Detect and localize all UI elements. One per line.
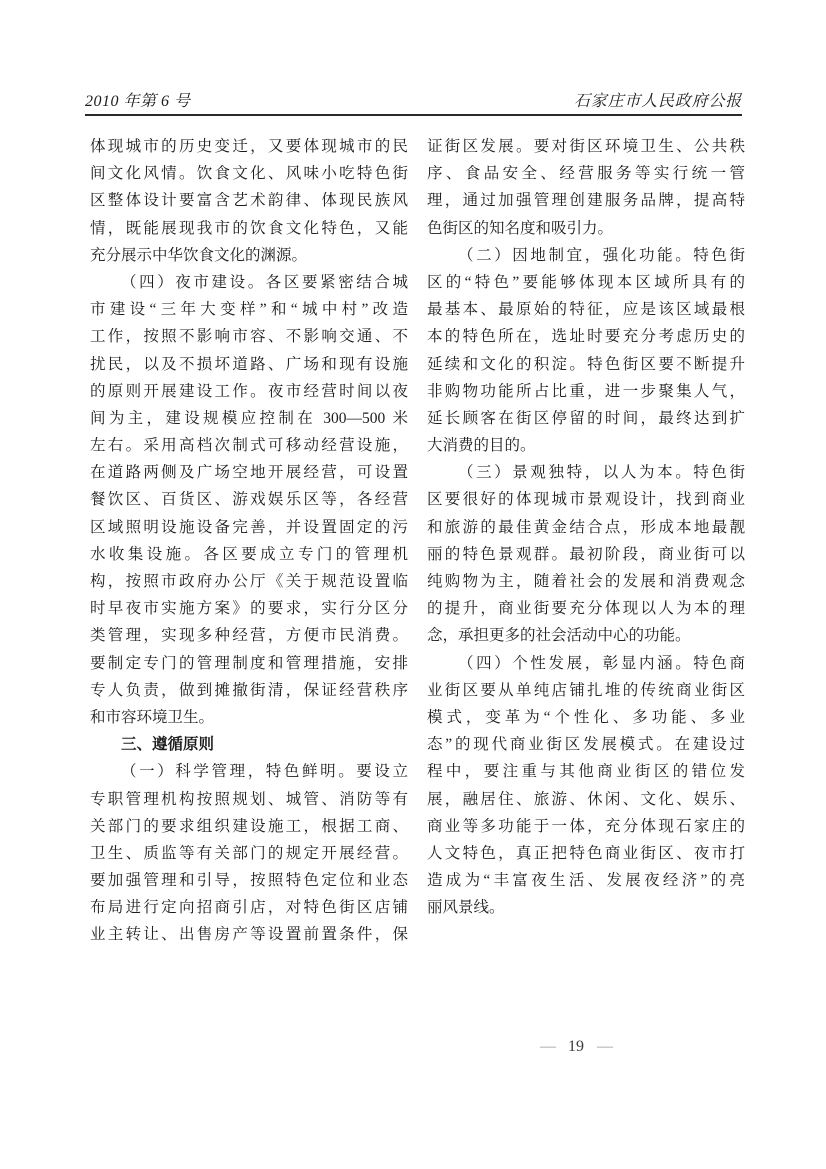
page-number: 19 [568,1038,584,1055]
text-line: 情，既能展现我市的饮食文化特色，又能 [90,219,408,237]
text-line: 延续和文化的积淀。特色街区要不断提升 [427,355,745,373]
text-line: （一）科学管理，特色鲜明。要设立 [121,763,408,781]
text-line: 餐饮区、百货区、游戏娱乐区等，各经营 [90,491,408,509]
text-line: 非购物功能所占比重，进一步聚集人气， [427,382,745,400]
text-line: 区整体设计要富含艺术韵律、体现民族风 [90,192,408,210]
text-line: 最基本、最原始的特征，应是该区域最根 [427,301,745,319]
text-line: 的提升，商业街要充分体现以人为本的理 [427,600,745,618]
text-line: 人文特色，真正把特色商业街区、夜市打 [427,844,745,862]
text-line: （四）夜市建设。各区要紧密结合城 [121,273,408,291]
header-rule [85,114,742,116]
text-line: 丽风景线。 [427,899,505,917]
text-line: 间文化风情。饮食文化、风味小吃特色街 [90,165,408,183]
text-line: 区要很好的体现城市景观设计，找到商业 [427,491,745,509]
text-line: 专人负责，做到摊撤街清，保证经营秩序 [90,681,408,699]
text-line: 程中，要注重与其他商业街区的错位发 [427,763,745,781]
text-line: 三、遵循原则 [121,736,215,754]
text-line: （三）景观独特，以人为本。特色街 [458,464,745,482]
right-column [427,133,745,949]
left-column [90,133,408,949]
text-line: （二）因地制宜，强化功能。特色街 [458,246,745,264]
footer-dash-left: — [540,1038,555,1055]
text-line: 丽的特色景观群。最初阶段，商业街可以 [427,545,745,563]
text-line: 延长顾客在街区停留的时间，最终达到扩 [427,409,745,427]
text-line: 布局进行定向招商引店，对特色街区店铺 [90,899,408,917]
text-line: 体现城市的历史变迁，又要体现城市的民 [90,138,408,155]
text-line: 业街区要从单纯店铺扎堆的传统商业街区 [427,681,745,699]
text-line: 专职管理机构按照规划、城管、消防等有 [90,790,408,808]
text-line: 要制定专门的管理制度和管理措施，安排 [90,654,408,672]
text-line: 区域照明设施设备完善，并设置固定的污 [90,518,408,536]
text-line: 类管理，实现多种经营，方便市民消费。 [90,627,408,645]
text-line: 序、食品安全、经营服务等实行统一管 [427,165,745,183]
text-line: 念，承担更多的社会活动中心的功能。 [427,627,691,645]
text-line: 色街区的知名度和吸引力。 [427,219,614,237]
text-line: 本的特色所在，选址时要充分考虑历史的 [427,328,745,346]
footer-dash-right: — [597,1038,612,1055]
page-header [85,88,742,111]
text-line: 态”的现代商业街区发展模式。在建设过 [427,736,745,754]
text-line: 商业等多功能于一体，充分体现石家庄的 [427,817,745,835]
text-line: 造成为“丰富夜生活、发展夜经济”的亮 [427,872,745,890]
text-line: 区的“特色”要能够体现本区域所具有的 [427,273,745,291]
text-line: 业主转让、出售房产等设置前置条件，保 [90,926,408,944]
text-line: 构，按照市政府办公厅《关于规范设置临 [90,573,408,590]
text-line: 在道路两侧及广场空地开展经营，可设置 [90,464,408,482]
text-line: 和市容环境卫生。 [90,708,215,726]
text-line: 模式，变革为“个性化、多功能、多业 [427,708,745,726]
text-line: 卫生、质监等有关部门的规定开展经营。 [90,844,408,862]
text-line: 和旅游的最佳黄金结合点，形成本地最靓 [427,518,745,536]
text-line: 水收集设施。各区要成立专门的管理机 [90,545,408,563]
publication-title: 石家庄市人民政府公报 [573,93,742,110]
text-line: （四）个性发展，彰显内涵。特色商 [458,654,745,672]
text-line: 证街区发展。要对街区环境卫生、公共秩 [427,138,745,155]
text-line: 关部门的要求组织建设施工，根据工商、 [90,817,408,835]
issue-number: 2010 年第 6 号 [85,93,191,110]
text-line: 时早夜市实施方案》的要求，实行分区分 [90,600,408,618]
text-line: 市建设“三年大变样”和“城中村”改造 [90,301,408,319]
article-body [90,133,746,949]
text-line: 纯购物为主，随着社会的发展和消费观念 [427,573,745,590]
text-line: 工作，按照不影响市容、不影响交通、不 [90,328,408,346]
text-line: 理，通过加强管理创建服务品牌，提高特 [427,192,745,210]
text-line: 的原则开展建设工作。夜市经营时间以夜 [90,382,408,400]
page-footer [0,1038,612,1056]
text-line: 要加强管理和引导，按照特色定位和业态 [90,872,408,890]
text-line: 间为主，建设规模应控制在 300—500 米 [90,409,408,427]
text-line: 大消费的目的。 [427,437,536,455]
text-line: 扰民，以及不损坏道路、广场和现有设施 [90,355,408,373]
text-line: 展，融居住、旅游、休闲、文化、娱乐、 [427,790,745,808]
text-line: 充分展示中华饮食文化的渊源。 [90,246,308,264]
text-line: 左右。采用高档次制式可移动经营设施， [90,437,408,455]
